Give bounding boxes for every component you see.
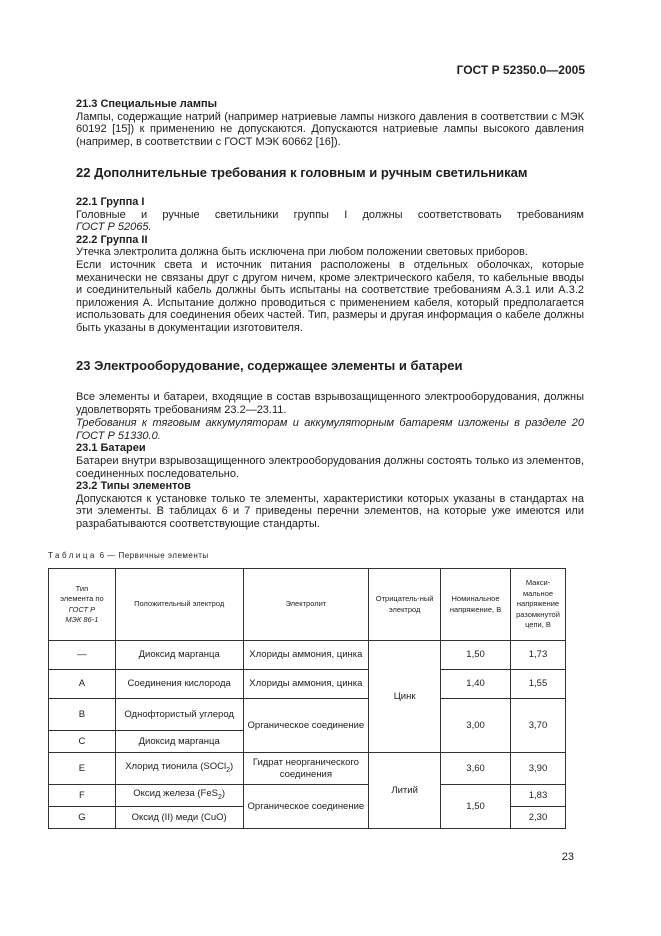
cell-positive: Оксид (II) меди (CuO)	[115, 807, 243, 829]
cell-max: 1,73	[510, 641, 565, 670]
cell-positive: Диоксид марганца	[115, 731, 243, 753]
cell-negative-lithium: Литий	[369, 753, 441, 829]
cell-positive-close: )	[221, 787, 226, 799]
cell-type: G	[49, 807, 116, 829]
table-caption-rest: 6 — Первичные элементы	[99, 551, 209, 560]
cell-positive-text: Хлорид тионила (SOCl	[125, 760, 227, 772]
section-22-2-p1: Утечка электролита должна быть исключена при любом положении световых приборов.	[76, 246, 528, 259]
table-row	[49, 699, 566, 731]
cell-max: 3,90	[510, 753, 565, 785]
table-row	[49, 785, 566, 807]
section-21-3-paragraph: Лампы, содержащие натрий (например натриевые лампы низкого давления в соответствии с МЭК 60192 [15]) к применению не допускаются. Допускаются натриевые лампы высокого давления (например, в соответствии с ГОСТ МЭК 60662 [16]).	[76, 110, 584, 148]
cell-max: 2,30	[510, 807, 565, 829]
cell-electrolyte: Органическое соединение	[243, 785, 369, 829]
table-row	[49, 641, 566, 670]
section-23-1-title: 23.1 Батареи	[76, 442, 146, 455]
header-nominal: Номинальное напряжение, В	[441, 569, 511, 641]
cell-positive	[115, 785, 243, 807]
cell-max: 1,55	[510, 670, 565, 699]
document-header: ГОСТ Р 52350.0—2005	[456, 63, 585, 77]
cell-max: 3,70	[510, 699, 565, 753]
cell-positive-sub: 2	[226, 766, 230, 774]
section-22-1-text: Головные и ручные светильники группы I должны соответствовать требованиям	[76, 208, 584, 221]
section-22-2-p2: Если источник света и источник питания расположены в отдельных оболочках, которые механически не связаны друг с другом ничем, кроме электрического кабеля, то кабельные вводы и соединительный кабель должны быть испытаны на соответствие требованиям А.3.1 или А.3.2 приложения А. Испытание должно проводиться с применением кабеля, который предполагается использовать для соединения обеих частей. Тип, размеры и другая информация о кабеле должны быть указаны в документации изготовителя.	[76, 258, 584, 334]
cell-positive-sub: 2	[217, 793, 222, 801]
section-21-3	[76, 98, 584, 148]
section-23-1-text: Батареи внутри взрывозащищенного электрооборудования должны состоять только из элементов, соединенных последовательно.	[76, 454, 584, 480]
table-caption-word: Таблица	[48, 551, 97, 560]
section-22-1-ref: ГОСТ Р 52065.	[76, 221, 152, 234]
cell-nominal: 1,50	[441, 785, 511, 829]
section-22-2-title: 22.2 Группа II	[76, 233, 148, 246]
cell-type: A	[49, 670, 116, 699]
header-electrolyte: Электролит	[243, 569, 369, 641]
cell-positive	[115, 753, 243, 785]
cell-positive: Однофтористый углерод	[115, 699, 243, 731]
cell-type: F	[49, 785, 116, 807]
section-22-body	[76, 196, 584, 335]
cell-positive: Соединения кислорода	[115, 670, 243, 699]
cell-positive-text: Оксид железа (FeS	[133, 787, 218, 799]
header-max: Макси-мальное напряжение разомкнутой цепи, В	[510, 569, 565, 641]
section-21-3-text	[76, 111, 584, 149]
cell-positive: Диоксид марганца	[115, 641, 243, 670]
cell-nominal: 1,40	[441, 670, 511, 699]
page-number: 23	[561, 851, 574, 863]
table-caption	[48, 551, 209, 560]
section-23-body	[76, 391, 584, 531]
header-type-l2: элемента по	[60, 594, 104, 603]
header-negative: Отрицатель-ный электрод	[369, 569, 441, 641]
cell-electrolyte: Органическое соединение	[243, 699, 369, 753]
cell-max: 1,83	[510, 785, 565, 807]
table-row	[49, 670, 566, 699]
cell-type: —	[49, 641, 116, 670]
cell-nominal: 3,60	[441, 753, 511, 785]
section-23-p2: Требования к тяговым аккумуляторам и аккумуляторным батареям изложены в разделе 20 ГОСТ Р 51330.0.	[76, 417, 584, 442]
section-21-3-title: 21.3 Специальные лампы	[76, 98, 218, 110]
cell-positive-close: )	[229, 760, 234, 772]
section-22-title: 22 Дополнительные требования к головным и ручным светильникам	[76, 165, 528, 180]
cell-nominal: 3,00	[441, 699, 511, 753]
header-type-l3: ГОСТ Р	[68, 604, 96, 614]
cell-electrolyte: Гидрат неорганического соединения	[243, 753, 369, 785]
cell-negative-zinc: Цинк	[369, 641, 441, 753]
cell-type: E	[49, 753, 116, 785]
table-row	[49, 753, 566, 785]
cell-electrolyte: Хлориды аммония, цинка	[243, 641, 369, 670]
section-23-2-text: Допускаются к установке только те элементы, характеристики которых указаны в стандартах на эти элементы. В таблицах 6 и 7 приведены перечни элементов, на которые уже имеются или разрабатываются соответствующие стандарты.	[76, 492, 584, 530]
cell-type: B	[49, 699, 116, 731]
primary-cells-table	[48, 568, 566, 829]
section-22-1-title: 22.1 Группа I	[76, 196, 145, 208]
section-23-p1: Все элементы и батареи, входящие в состав взрывозащищенного электрооборудования, должны удовлетворять требованиям 23.2—23.11.	[76, 391, 584, 416]
header-type-l1: Тип	[75, 583, 89, 593]
section-23-title: 23 Электрооборудование, содержащее элементы и батареи	[76, 358, 463, 373]
header-type-l4: МЭК 86-1	[65, 615, 99, 624]
section-23-2-title: 23.2 Типы элементов	[76, 480, 191, 493]
cell-electrolyte: Хлориды аммония, цинка	[243, 670, 369, 699]
header-type	[49, 569, 116, 641]
cell-type: C	[49, 731, 116, 753]
table-header-row	[49, 569, 566, 641]
header-positive: Положительный электрод	[115, 569, 243, 641]
cell-nominal: 1,50	[441, 641, 511, 670]
